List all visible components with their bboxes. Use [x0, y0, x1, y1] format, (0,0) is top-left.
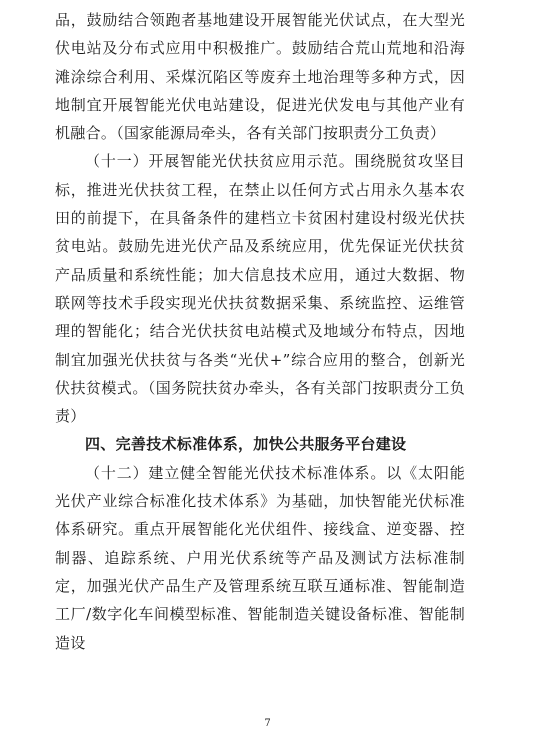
- paragraph-continuation: 品，鼓励结合领跑者基地建设开展智能光伏试点，在大型光伏电站及分布式应用中积极推广。鼓励结合荒山荒地和沿海滩涂综合利用、采煤沉陷区等废弃土地治理等多种方式，因地制宜开展智能光伏电站建设，促进光伏发电与其他产业有机融合。（国家能源局牵头，各有关部门按职责分工负责）: [55, 11, 465, 143]
- paragraph-section-12: （十二）建立健全智能光伏技术标准体系。以《太阳能光伏产业综合标准化技术体系》为基础，加快智能光伏标准体系研究。重点开展智能化光伏组件、接线盒、逆变器、控制器、追踪系统、户用光伏系统等产品及测试方法标准制定，加强光伏产品生产及管理系统互联互通标准、智能制造工厂/数字化车间模型标准、智能制造关键设备标准、智能制造设: [55, 463, 465, 652]
- document-page: [55, 6, 465, 657]
- paragraph-section-11: （十一）开展智能光伏扶贫应用示范。围绕脱贫攻坚目标，推进光伏扶贫工程，在禁止以任何方式占用永久基本农田的前提下，在具备条件的建档立卡贫困村建设村级光伏扶贫电站。鼓励先进光伏产品及系统应用，优先保证光伏扶贫产品质量和系统性能；加大信息技术应用，通过大数据、物联网等技术手段实现光伏扶贫数据采集、系统监控、运维管理的智能化；结合光伏扶贫电站模式及地域分布特点，因地制宜加强光伏扶贫与各类“光伏+”综合应用的整合，创新光伏扶贫模式。（国务院扶贫办牵头，各有关部门按职责分工负责）: [55, 152, 465, 426]
- section-heading-4: 四、完善技术标准体系，加快公共服务平台建设: [85, 435, 407, 454]
- page-number: 7: [264, 718, 271, 729]
